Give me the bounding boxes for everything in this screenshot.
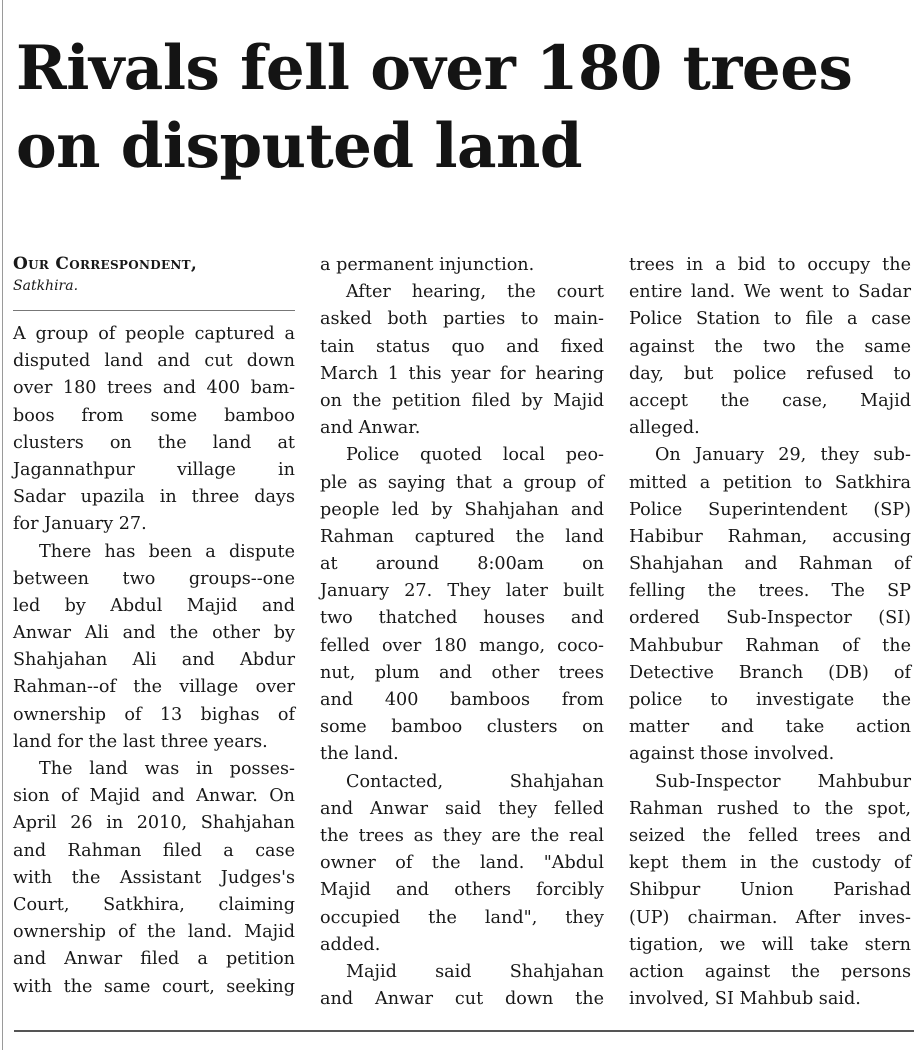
article-text-line: people led by Shahjahan and (320, 499, 604, 520)
article-text-line: the land. (320, 744, 399, 765)
byline-author: Our Correspondent, (13, 254, 198, 274)
column-3-body (629, 252, 911, 1013)
article-text-line: land for the last three years. (13, 731, 268, 752)
article-text-line: A group of people captured a (13, 324, 295, 344)
article-text-line: police to investigate the (629, 690, 911, 710)
column-rule (2, 0, 3, 1050)
article-text-line: Sub-Inspector Mahbubur (655, 771, 911, 792)
article-text-line: On January 29, they sub- (655, 445, 911, 466)
article-text-line: ordered Sub-Inspector (SI) (629, 608, 911, 629)
article-text-line: Shahjahan and Rahman of (629, 554, 911, 575)
article-text-line: Court, Satkhira, claiming (13, 894, 295, 915)
article-text-line: tain status quo and fixed (320, 336, 604, 357)
article-text-line: and Anwar filed a petition (13, 949, 295, 970)
article-text-line: and 400 bamboos from (320, 690, 604, 710)
article-text-line: involved, SI Mahbub said. (629, 989, 861, 1010)
article-text-line: Shibpur Union Parishad (629, 880, 911, 901)
article-text-line: disputed land and cut down (13, 351, 295, 372)
article-text-line: ple as saying that a group of (320, 472, 604, 493)
article-text-line: two thatched houses and (320, 608, 604, 629)
article-text-line: some bamboo clusters on (320, 717, 604, 738)
article-text-line: for January 27. (13, 514, 147, 535)
article-text-line: Contacted, Shahjahan (346, 771, 604, 792)
article-text-line: Majid and others forcibly (320, 880, 604, 901)
column-2-body (320, 252, 604, 1013)
article-text-line: seized the felled trees and (629, 825, 911, 846)
article-text-line: Sadar upazila in three days (13, 487, 295, 508)
article-text-line: against those involved. (629, 744, 835, 765)
article-text-line: and Anwar said they felled (320, 798, 604, 819)
article-text-line: Rahman--of the village over (13, 677, 295, 698)
headline-line-2: on disputed land (16, 111, 583, 182)
article-text-line: Rahman rushed to the spot, (629, 798, 911, 819)
article-text-line: with the same court, seeking (13, 976, 295, 997)
article-text-line: clusters on the land at (13, 432, 295, 453)
column-1-body (13, 321, 295, 1001)
article-text-line: asked both parties to main- (320, 309, 604, 330)
article-text-line: Mahbubur Rahman of the (629, 635, 911, 656)
article-text-line: led by Abdul Majid and (13, 595, 295, 616)
article-text-line: Police quoted local peo- (346, 445, 604, 466)
article-text-line: sion of Majid and Anwar. On (13, 786, 295, 807)
article-text-line: and Rahman filed a case (13, 840, 295, 861)
article-text-line: kept them in the custody of (629, 853, 911, 874)
article-text-line: ownership of 13 bighas of (13, 704, 295, 725)
article-text-line: on the petition filed by Majid (320, 390, 604, 411)
article-text-line: occupied the land", they (320, 907, 604, 928)
article-text-line: at around 8:00am on (320, 554, 604, 575)
article-text-line: action against the persons (629, 961, 911, 982)
article-text-line: and Anwar. (320, 418, 421, 439)
article-text-line: Habibur Rahman, accusing (629, 526, 911, 547)
article-text-line: mitted a petition to Satkhira (629, 472, 911, 493)
article-text-line: accept the case, Majid (629, 390, 911, 411)
article-text-line: boos from some bamboo (13, 405, 295, 426)
article-text-line: Shahjahan Ali and Abdur (13, 650, 295, 671)
article-text-line: owner of the land. "Abdul (320, 853, 604, 874)
article-text-line: a permanent injunction. (320, 255, 535, 275)
article-text-line: between two groups--one (13, 568, 295, 589)
article-column-2 (320, 252, 604, 1013)
article-text-line: against the two the same (629, 336, 911, 357)
article-text-line: Police Station to file a case (629, 309, 911, 330)
bottom-divider (14, 1030, 914, 1032)
article-text-line: The land was in posses- (39, 759, 295, 779)
article-text-line: There has been a dispute (39, 541, 295, 562)
article-text-line: (UP) chairman. After inves- (629, 907, 911, 928)
article-text-line: entire land. We went to Sadar (629, 282, 911, 303)
article-text-line: with the Assistant Judges's (13, 867, 295, 888)
article-text-line: ownership of the land. Majid (13, 922, 295, 943)
byline-divider (13, 310, 295, 311)
headline (16, 30, 906, 186)
article-text-line: and Anwar cut down the (320, 989, 604, 1010)
article-text-line: felled over 180 mango, coco- (320, 635, 604, 656)
article-text-line: alleged. (629, 418, 700, 439)
article-text-line: March 1 this year for hearing (320, 363, 604, 384)
article-text-line: April 26 in 2010, Shahjahan (13, 813, 295, 834)
article-text-line: day, but police refused to (629, 363, 911, 384)
article-text-line: Rahman captured the land (320, 526, 604, 547)
headline-line-1: Rivals fell over 180 trees (16, 33, 853, 104)
article-text-line: matter and take action (629, 717, 911, 738)
byline-dateline: Satkhira. (13, 278, 79, 294)
article-text-line: Detective Branch (DB) of (629, 662, 911, 683)
article-text-line: trees in a bid to occupy the (629, 255, 911, 275)
article-text-line: over 180 trees and 400 bam- (13, 378, 295, 399)
article-text-line: added. (320, 934, 381, 955)
article-text-line: Anwar Ali and the other by (13, 623, 295, 644)
article-text-line: tigation, we will take stern (629, 934, 911, 955)
article-text-line: Majid said Shahjahan (346, 961, 604, 982)
article-text-line: felling the trees. The SP (629, 581, 911, 602)
article-text-line: Jagannathpur village in (13, 459, 295, 480)
article-text-line: After hearing, the court (346, 282, 604, 303)
article-column-1 (13, 252, 295, 1001)
article-text-line: January 27. They later built (320, 581, 604, 602)
article-text-line: the trees as they are the real (320, 825, 604, 846)
article-column-3 (629, 252, 911, 1013)
article-text-line: nut, plum and other trees (320, 662, 604, 683)
article-text-line: Police Superintendent (SP) (629, 499, 911, 520)
